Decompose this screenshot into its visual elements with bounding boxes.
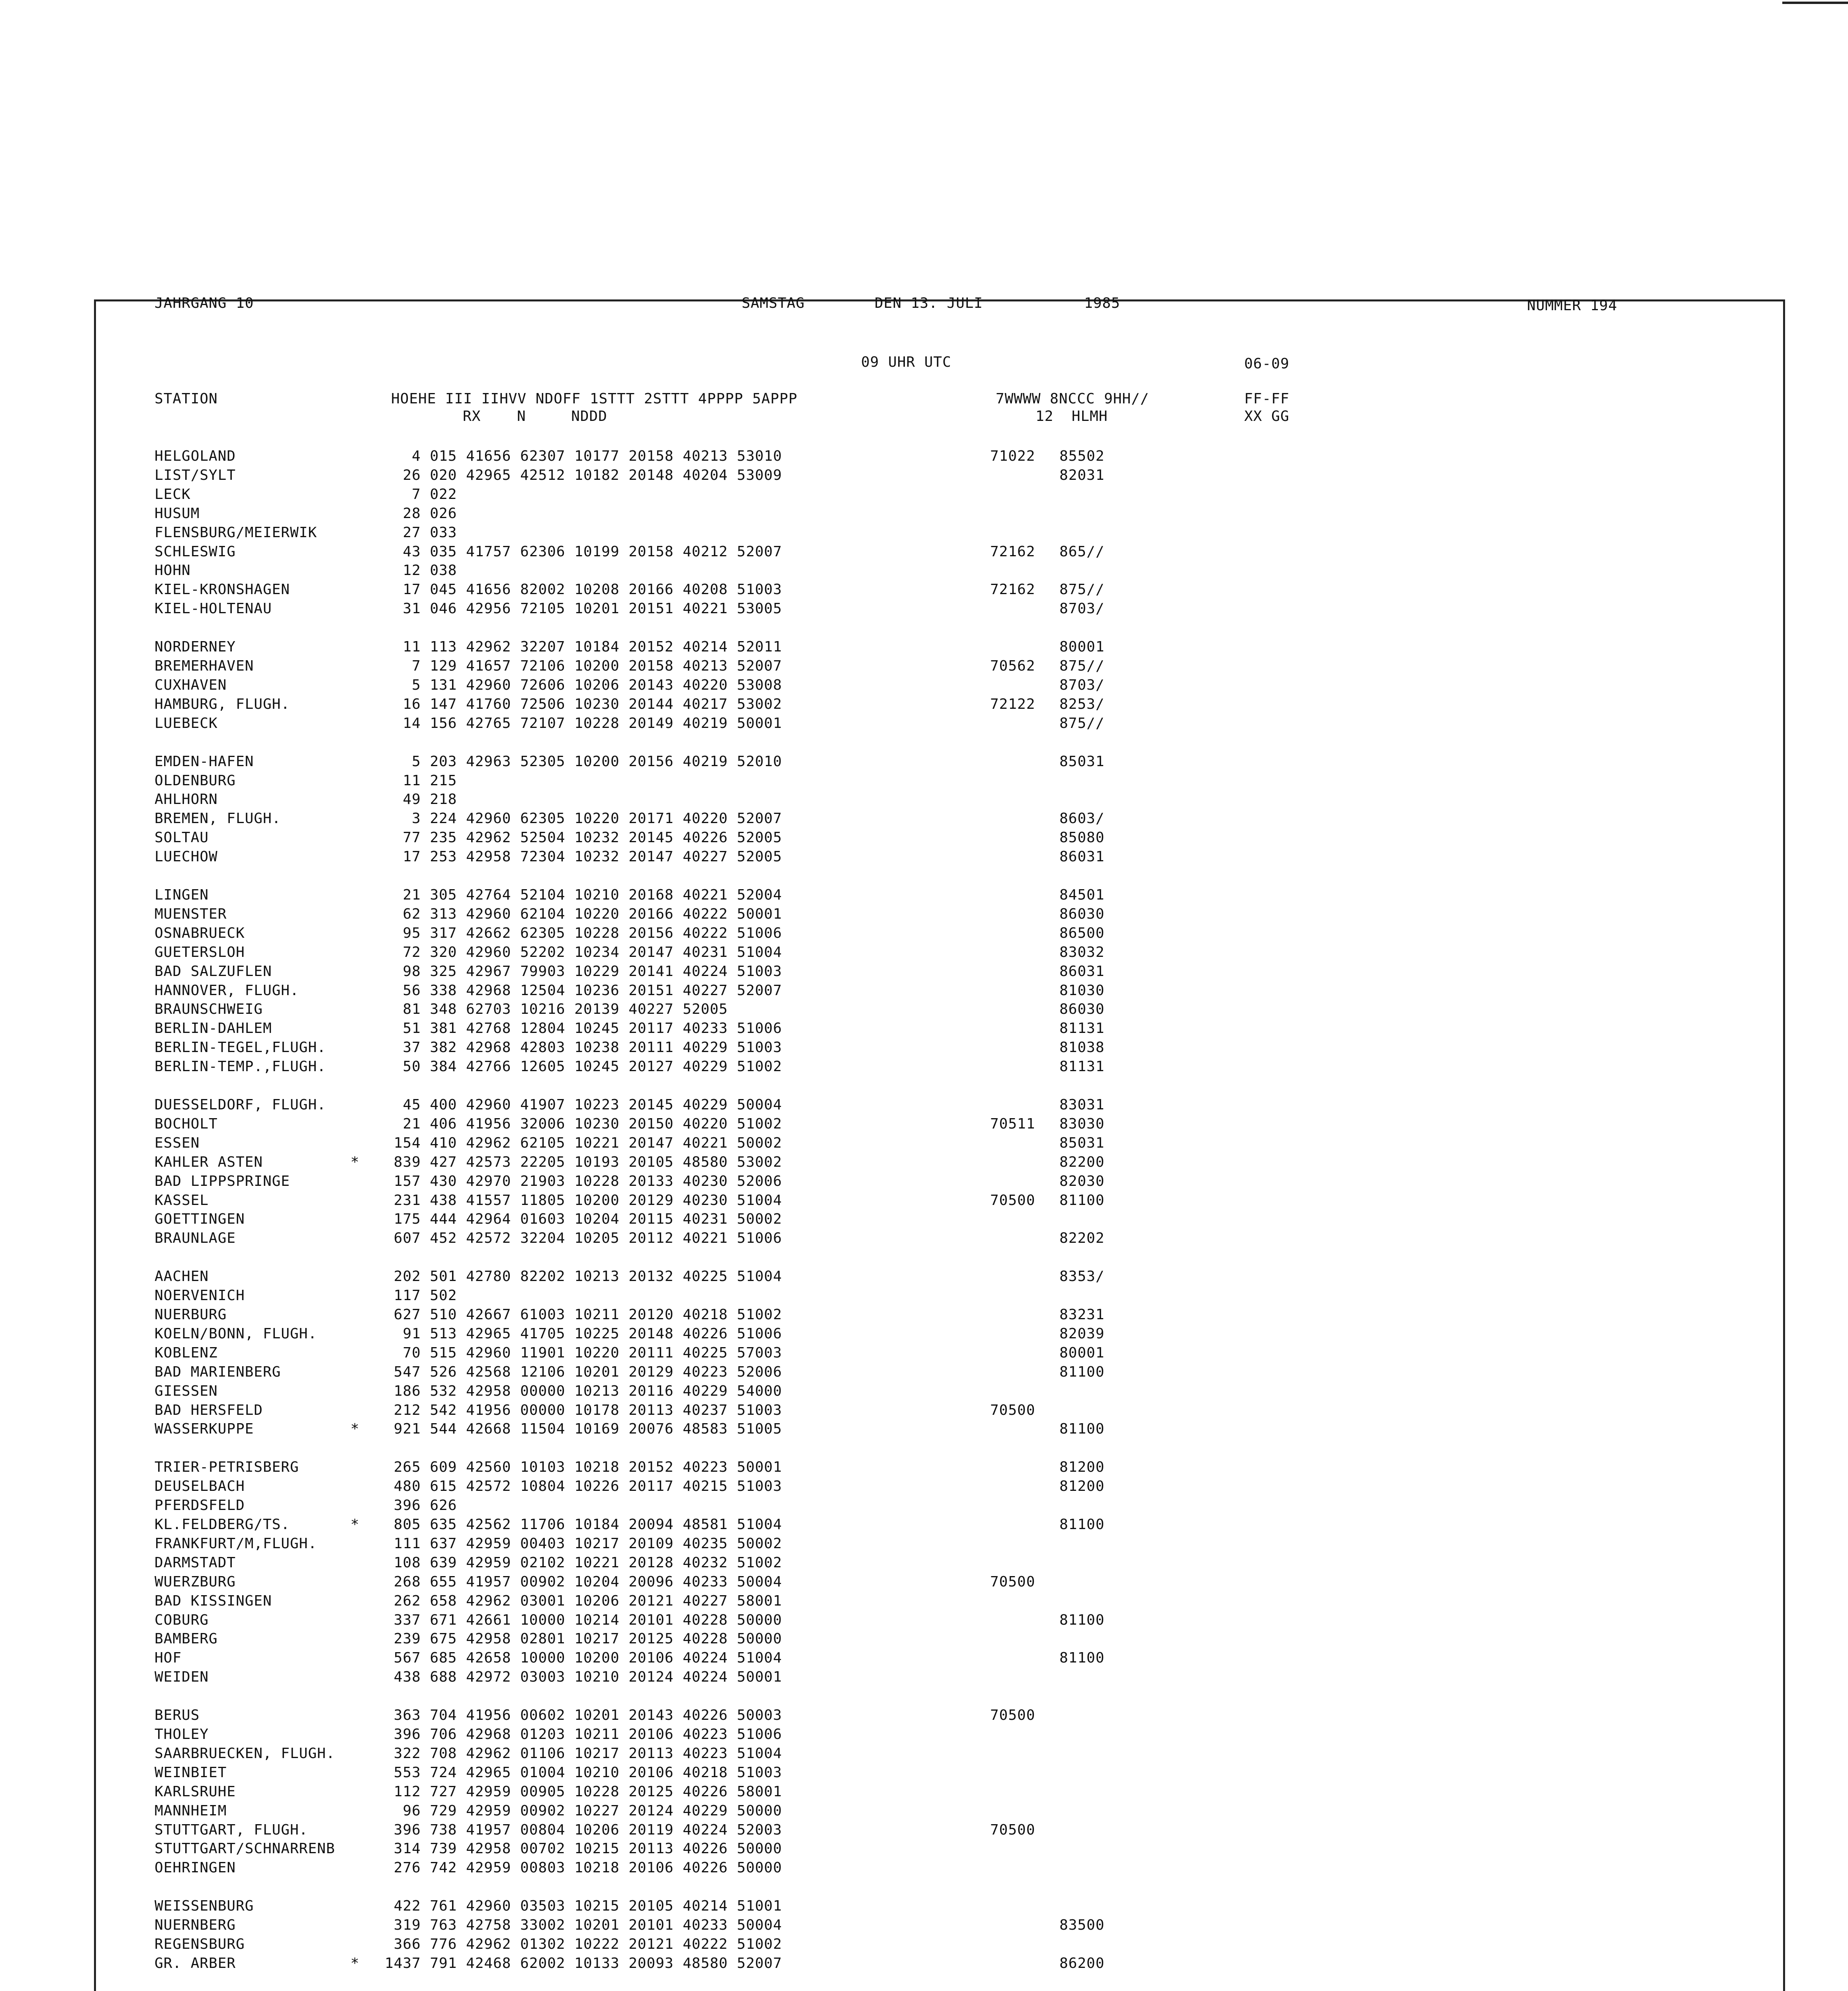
- group-8nccc: 8353/: [1059, 1268, 1105, 1285]
- group-8nccc: 82039: [1059, 1326, 1105, 1342]
- station-data: 43 035 41757 62306 10199 20158 40212 52007: [385, 544, 782, 560]
- column-codes-2: 7WWWW 8NCCC 9HH//: [996, 391, 1149, 407]
- station-data: 26 020 42965 42512 10182 20148 40204 53009: [385, 467, 782, 483]
- station-data: 268 655 41957 00902 10204 20096 40233 50004: [385, 1574, 782, 1590]
- station-name: KARLSRUHE: [155, 1784, 236, 1800]
- station-data: 96 729 42959 00902 10227 20124 40229 50000: [385, 1803, 782, 1819]
- group-8nccc: 81100: [1059, 1650, 1105, 1666]
- group-7wwww: 70500: [990, 1822, 1036, 1838]
- station-data: 37 382 42968 42803 10238 20111 40229 51003: [385, 1039, 782, 1056]
- station-data: 175 444 42964 01603 10204 20115 40231 50002: [385, 1211, 782, 1227]
- station-data: 12 038: [385, 562, 457, 579]
- station-data: 157 430 42970 21903 10228 20133 40230 52006: [385, 1173, 782, 1189]
- station-name: HELGOLAND: [155, 448, 236, 464]
- group-7wwww: 70500: [990, 1707, 1036, 1723]
- station-name: WEINBIET: [155, 1764, 227, 1781]
- station-name: BOCHOLT: [155, 1116, 218, 1132]
- station-name: FLENSBURG/MEIERWIK: [155, 524, 317, 541]
- station-name: BAD LIPPSPRINGE: [155, 1173, 290, 1189]
- station-data: 98 325 42967 79903 10229 20141 40224 51003: [385, 963, 782, 980]
- station-data: 7 022: [385, 486, 457, 503]
- group-8nccc: 83031: [1059, 1097, 1105, 1113]
- weekday: SAMSTAG: [742, 295, 805, 311]
- station-name: GIESSEN: [155, 1383, 218, 1399]
- station-data: 3 224 42960 62305 10220 20171 40220 52007: [385, 810, 782, 827]
- group-8nccc: 82202: [1059, 1230, 1105, 1246]
- station-name: LINGEN: [155, 887, 209, 903]
- group-7wwww: 72122: [990, 696, 1036, 712]
- group-8nccc: 8603/: [1059, 810, 1105, 827]
- station-name: BERLIN-TEGEL,FLUGH.: [155, 1039, 326, 1056]
- station-data: 547 526 42568 12106 10201 20129 40223 52006: [385, 1364, 782, 1380]
- station-data: 28 026: [385, 505, 457, 522]
- station-name: GR. ARBER: [155, 1955, 236, 1971]
- group-8nccc: 85080: [1059, 829, 1105, 846]
- station-name: OSNABRUECK: [155, 925, 245, 941]
- station-data: 11 113 42962 32207 10184 20152 40214 52011: [385, 639, 782, 655]
- group-8nccc: 81131: [1059, 1058, 1105, 1075]
- group-8nccc: 85031: [1059, 753, 1105, 770]
- station-name: HANNOVER, FLUGH.: [155, 982, 299, 999]
- station-name: PFERDSFELD: [155, 1497, 245, 1514]
- group-8nccc: 8703/: [1059, 677, 1105, 693]
- group-8nccc: 80001: [1059, 1345, 1105, 1361]
- group-8nccc: 83231: [1059, 1306, 1105, 1323]
- station-name: HUSUM: [155, 505, 200, 522]
- group-8nccc: 81100: [1059, 1516, 1105, 1533]
- station-data: 265 609 42560 10103 10218 20152 40223 50001: [385, 1459, 782, 1475]
- group-8nccc: 86031: [1059, 849, 1105, 865]
- top-right-rule: [1782, 2, 1848, 4]
- station-data: 108 639 42959 02102 10221 20128 40232 51002: [385, 1555, 782, 1571]
- station-data: 45 400 42960 41907 10223 20145 40229 50004: [385, 1097, 782, 1113]
- station-name: AACHEN: [155, 1268, 209, 1285]
- group-8nccc: 82030: [1059, 1173, 1105, 1189]
- station-name: LUECHOW: [155, 849, 218, 865]
- station-data: 17 253 42958 72304 10232 20147 40227 52005: [385, 849, 782, 865]
- group-8nccc: 81100: [1059, 1421, 1105, 1437]
- station-data: 396 706 42968 01203 10211 20106 40223 51006: [385, 1726, 782, 1743]
- group-8nccc: 85502: [1059, 448, 1105, 464]
- group-8nccc: 86031: [1059, 963, 1105, 980]
- group-8nccc: 86500: [1059, 925, 1105, 941]
- station-data: 72 320 42960 52202 10234 20147 40231 51004: [385, 944, 782, 960]
- group-7wwww: 70500: [990, 1574, 1036, 1590]
- station-name: EMDEN-HAFEN: [155, 753, 254, 770]
- station-data: 62 313 42960 62104 10220 20166 40222 50001: [385, 906, 782, 922]
- column-wind-sub: XX GG: [1244, 408, 1290, 424]
- date: DEN 13. JULI: [875, 295, 983, 311]
- group-8nccc: 83500: [1059, 1917, 1105, 1933]
- station-data: 5 203 42963 52305 10200 20156 40219 52010: [385, 753, 782, 770]
- mountain-marker: *: [350, 1516, 360, 1533]
- station-data: 112 727 42959 00905 10228 20125 40226 58001: [385, 1784, 782, 1800]
- station-data: 77 235 42962 52504 10232 20145 40226 52005: [385, 829, 782, 846]
- station-data: 31 046 42956 72105 10201 20151 40221 53005: [385, 600, 782, 617]
- group-8nccc: 83032: [1059, 944, 1105, 960]
- group-8nccc: 81200: [1059, 1478, 1105, 1494]
- station-name: BAMBERG: [155, 1631, 218, 1647]
- issue-number: NUMMER 194: [1527, 297, 1617, 314]
- station-data: 363 704 41956 00602 10201 20143 40226 50003: [385, 1707, 782, 1723]
- station-name: MUENSTER: [155, 906, 227, 922]
- station-data: 7 129 41657 72106 10200 20158 40213 52007: [385, 658, 782, 674]
- station-data: 567 685 42658 10000 10200 20106 40224 51004: [385, 1650, 782, 1666]
- station-name: MANNHEIM: [155, 1803, 227, 1819]
- station-data: 553 724 42965 01004 10210 20106 40218 51003: [385, 1764, 782, 1781]
- station-data: 202 501 42780 82202 10213 20132 40225 51004: [385, 1268, 782, 1285]
- table-frame: [94, 299, 1785, 1991]
- group-7wwww: 72162: [990, 544, 1036, 560]
- station-name: WASSERKUPPE: [155, 1421, 254, 1437]
- station-name: WUERZBURG: [155, 1574, 236, 1590]
- station-data: 5 131 42960 72606 10206 20143 40220 53008: [385, 677, 782, 693]
- group-8nccc: 86030: [1059, 1001, 1105, 1017]
- station-name: WEISSENBURG: [155, 1898, 254, 1914]
- station-name: NOERVENICH: [155, 1287, 245, 1304]
- group-7wwww: 71022: [990, 448, 1036, 464]
- station-data: 50 384 42766 12605 10245 20127 40229 51002: [385, 1058, 782, 1075]
- station-data: 276 742 42959 00803 10218 20106 40226 50000: [385, 1860, 782, 1876]
- station-data: 396 738 41957 00804 10206 20119 40224 52003: [385, 1822, 782, 1838]
- station-name: BREMEN, FLUGH.: [155, 810, 281, 827]
- station-name: SOLTAU: [155, 829, 209, 846]
- station-name: BAD KISSINGEN: [155, 1593, 272, 1609]
- station-name: BREMERHAVEN: [155, 658, 254, 674]
- station-data: 366 776 42962 01302 10222 20121 40222 51002: [385, 1936, 782, 1952]
- mountain-marker: *: [350, 1955, 360, 1971]
- group-8nccc: 81030: [1059, 982, 1105, 999]
- column-wind: FF-FF: [1244, 391, 1290, 407]
- station-data: 14 156 42765 72107 10228 20149 40219 50001: [385, 715, 782, 731]
- station-data: 627 510 42667 61003 10211 20120 40218 51002: [385, 1306, 782, 1323]
- group-7wwww: 70562: [990, 658, 1036, 674]
- station-data: 21 305 42764 52104 10210 20168 40221 52004: [385, 887, 782, 903]
- station-data: 95 317 42662 62305 10228 20156 40222 51006: [385, 925, 782, 941]
- station-name: DEUSELBACH: [155, 1478, 245, 1494]
- station-data: 17 045 41656 82002 10208 20166 40208 51003: [385, 581, 782, 598]
- group-8nccc: 84501: [1059, 887, 1105, 903]
- station-data: 480 615 42572 10804 10226 20117 40215 51003: [385, 1478, 782, 1494]
- station-data: 11 215: [385, 773, 457, 789]
- group-8nccc: 8703/: [1059, 600, 1105, 617]
- station-data: 91 513 42965 41705 10225 20148 40226 51006: [385, 1326, 782, 1342]
- station-name: OLDENBURG: [155, 773, 236, 789]
- station-name: BERLIN-TEMP.,FLUGH.: [155, 1058, 326, 1075]
- station-name: HOHN: [155, 562, 191, 579]
- station-name: LECK: [155, 486, 191, 503]
- station-name: LIST/SYLT: [155, 467, 236, 483]
- column-codes: HOEHE III IIHVV NDOFF 1STTT 2STTT 4PPPP 5APPP: [391, 391, 798, 407]
- station-data: 239 675 42958 02801 10217 20125 40228 50000: [385, 1631, 782, 1647]
- station-name: FRANKFURT/M,FLUGH.: [155, 1535, 317, 1552]
- column-station: STATION: [155, 391, 218, 407]
- station-data: 56 338 42968 12504 10236 20151 40227 52007: [385, 982, 782, 999]
- station-data: 314 739 42958 00702 10215 20113 40226 50000: [385, 1840, 782, 1857]
- group-7wwww: 70511: [990, 1116, 1036, 1132]
- station-data: 81 348 62703 10216 20139 40227 52005: [385, 1001, 728, 1017]
- mountain-marker: *: [350, 1421, 360, 1437]
- group-8nccc: 83030: [1059, 1116, 1105, 1132]
- station-name: ESSEN: [155, 1135, 200, 1151]
- station-name: NUERNBERG: [155, 1917, 236, 1933]
- group-8nccc: 875//: [1059, 715, 1105, 731]
- station-data: 921 544 42668 11504 10169 20076 48583 51005: [385, 1421, 782, 1437]
- station-name: KOELN/BONN, FLUGH.: [155, 1326, 317, 1342]
- station-data: 27 033: [385, 524, 457, 541]
- station-data: 117 502: [385, 1287, 457, 1304]
- station-name: KIEL-KRONSHAGEN: [155, 581, 290, 598]
- station-data: 21 406 41956 32006 10230 20150 40220 51002: [385, 1116, 782, 1132]
- station-name: AHLHORN: [155, 791, 218, 808]
- column-codes-2-sub: 12 HLMH: [1036, 408, 1108, 424]
- station-data: 1437 791 42468 62002 10133 20093 48580 52007: [385, 1955, 782, 1971]
- station-name: NORDERNEY: [155, 639, 236, 655]
- station-name: BAD HERSFELD: [155, 1402, 263, 1418]
- station-name: STUTTGART, FLUGH.: [155, 1822, 308, 1838]
- station-name: KAHLER ASTEN: [155, 1154, 263, 1170]
- group-8nccc: 81100: [1059, 1192, 1105, 1209]
- station-name: WEIDEN: [155, 1669, 209, 1685]
- station-data: 16 147 41760 72506 10230 20144 40217 53002: [385, 696, 782, 712]
- group-7wwww: 70500: [990, 1402, 1036, 1418]
- station-name: BRAUNSCHWEIG: [155, 1001, 263, 1017]
- group-8nccc: 81038: [1059, 1039, 1105, 1056]
- station-name: KIEL-HOLTENAU: [155, 600, 272, 617]
- station-name: BERLIN-DAHLEM: [155, 1020, 272, 1037]
- station-name: GUETERSLOH: [155, 944, 245, 960]
- station-data: 607 452 42572 32204 10205 20112 40221 51006: [385, 1230, 782, 1246]
- station-data: 319 763 42758 33002 10201 20101 40233 50004: [385, 1917, 782, 1933]
- station-name: DARMSTADT: [155, 1555, 236, 1571]
- station-data: 70 515 42960 11901 10220 20111 40225 57003: [385, 1345, 782, 1361]
- station-name: GOETTINGEN: [155, 1211, 245, 1227]
- station-name: DUESSELDORF, FLUGH.: [155, 1097, 326, 1113]
- mountain-marker: *: [350, 1154, 360, 1170]
- group-8nccc: 80001: [1059, 639, 1105, 655]
- station-name: OEHRINGEN: [155, 1860, 236, 1876]
- station-name: KOBLENZ: [155, 1345, 218, 1361]
- station-data: 805 635 42562 11706 10184 20094 48581 51004: [385, 1516, 782, 1533]
- station-name: TRIER-PETRISBERG: [155, 1459, 299, 1475]
- group-8nccc: 875//: [1059, 658, 1105, 674]
- station-data: 154 410 42962 62105 10221 20147 40221 50002: [385, 1135, 782, 1151]
- station-data: 422 761 42960 03503 10215 20105 40214 51001: [385, 1898, 782, 1914]
- station-name: THOLEY: [155, 1726, 209, 1743]
- group-8nccc: 81100: [1059, 1364, 1105, 1380]
- station-data: 231 438 41557 11805 10200 20129 40230 51004: [385, 1192, 782, 1209]
- group-7wwww: 70500: [990, 1192, 1036, 1209]
- station-name: SCHLESWIG: [155, 544, 236, 560]
- station-data: 396 626: [385, 1497, 457, 1514]
- group-7wwww: 72162: [990, 581, 1036, 598]
- station-name: KASSEL: [155, 1192, 209, 1209]
- station-data: 186 532 42958 00000 10213 20116 40229 54000: [385, 1383, 782, 1399]
- group-8nccc: 82200: [1059, 1154, 1105, 1170]
- group-8nccc: 875//: [1059, 581, 1105, 598]
- column-codes-sub: RX N NDDD: [463, 408, 607, 424]
- group-8nccc: 82031: [1059, 467, 1105, 483]
- station-name: SAARBRUECKEN, FLUGH.: [155, 1745, 335, 1762]
- station-data: 262 658 42962 03001 10206 20121 40227 58001: [385, 1593, 782, 1609]
- station-name: COBURG: [155, 1612, 209, 1628]
- station-data: 212 542 41956 00000 10178 20113 40237 51003: [385, 1402, 782, 1418]
- station-name: CUXHAVEN: [155, 677, 227, 693]
- station-data: 4 015 41656 62307 10177 20158 40213 53010: [385, 448, 782, 464]
- station-data: 322 708 42962 01106 10217 20113 40223 51004: [385, 1745, 782, 1762]
- year: 1985: [1084, 295, 1120, 311]
- group-8nccc: 8253/: [1059, 696, 1105, 712]
- station-name: BERUS: [155, 1707, 200, 1723]
- group-8nccc: 86030: [1059, 906, 1105, 922]
- station-name: KL.FELDBERG/TS.: [155, 1516, 290, 1533]
- station-name: NUERBURG: [155, 1306, 227, 1323]
- group-8nccc: 81100: [1059, 1612, 1105, 1628]
- station-name: HOF: [155, 1650, 182, 1666]
- station-data: 111 637 42959 00403 10217 20109 40235 50002: [385, 1535, 782, 1552]
- period: 06-09: [1244, 356, 1290, 372]
- observation-time: 09 UHR UTC: [861, 354, 951, 370]
- group-8nccc: 85031: [1059, 1135, 1105, 1151]
- station-name: BAD SALZUFLEN: [155, 963, 272, 980]
- station-name: HAMBURG, FLUGH.: [155, 696, 290, 712]
- station-name: STUTTGART/SCHNARRENB: [155, 1840, 335, 1857]
- station-data: 839 427 42573 22205 10193 20105 48580 53002: [385, 1154, 782, 1170]
- station-name: BRAUNLAGE: [155, 1230, 236, 1246]
- station-data: 51 381 42768 12804 10245 20117 40233 51006: [385, 1020, 782, 1037]
- station-data: 337 671 42661 10000 10214 20101 40228 50000: [385, 1612, 782, 1628]
- group-8nccc: 86200: [1059, 1955, 1105, 1971]
- station-name: LUEBECK: [155, 715, 218, 731]
- station-name: REGENSBURG: [155, 1936, 245, 1952]
- station-data: 438 688 42972 03003 10210 20124 40224 50001: [385, 1669, 782, 1685]
- group-8nccc: 81131: [1059, 1020, 1105, 1037]
- jahrgang: JAHRGANG 10: [155, 295, 254, 311]
- group-8nccc: 81200: [1059, 1459, 1105, 1475]
- group-8nccc: 865//: [1059, 544, 1105, 560]
- station-name: BAD MARIENBERG: [155, 1364, 281, 1380]
- station-data: 49 218: [385, 791, 457, 808]
